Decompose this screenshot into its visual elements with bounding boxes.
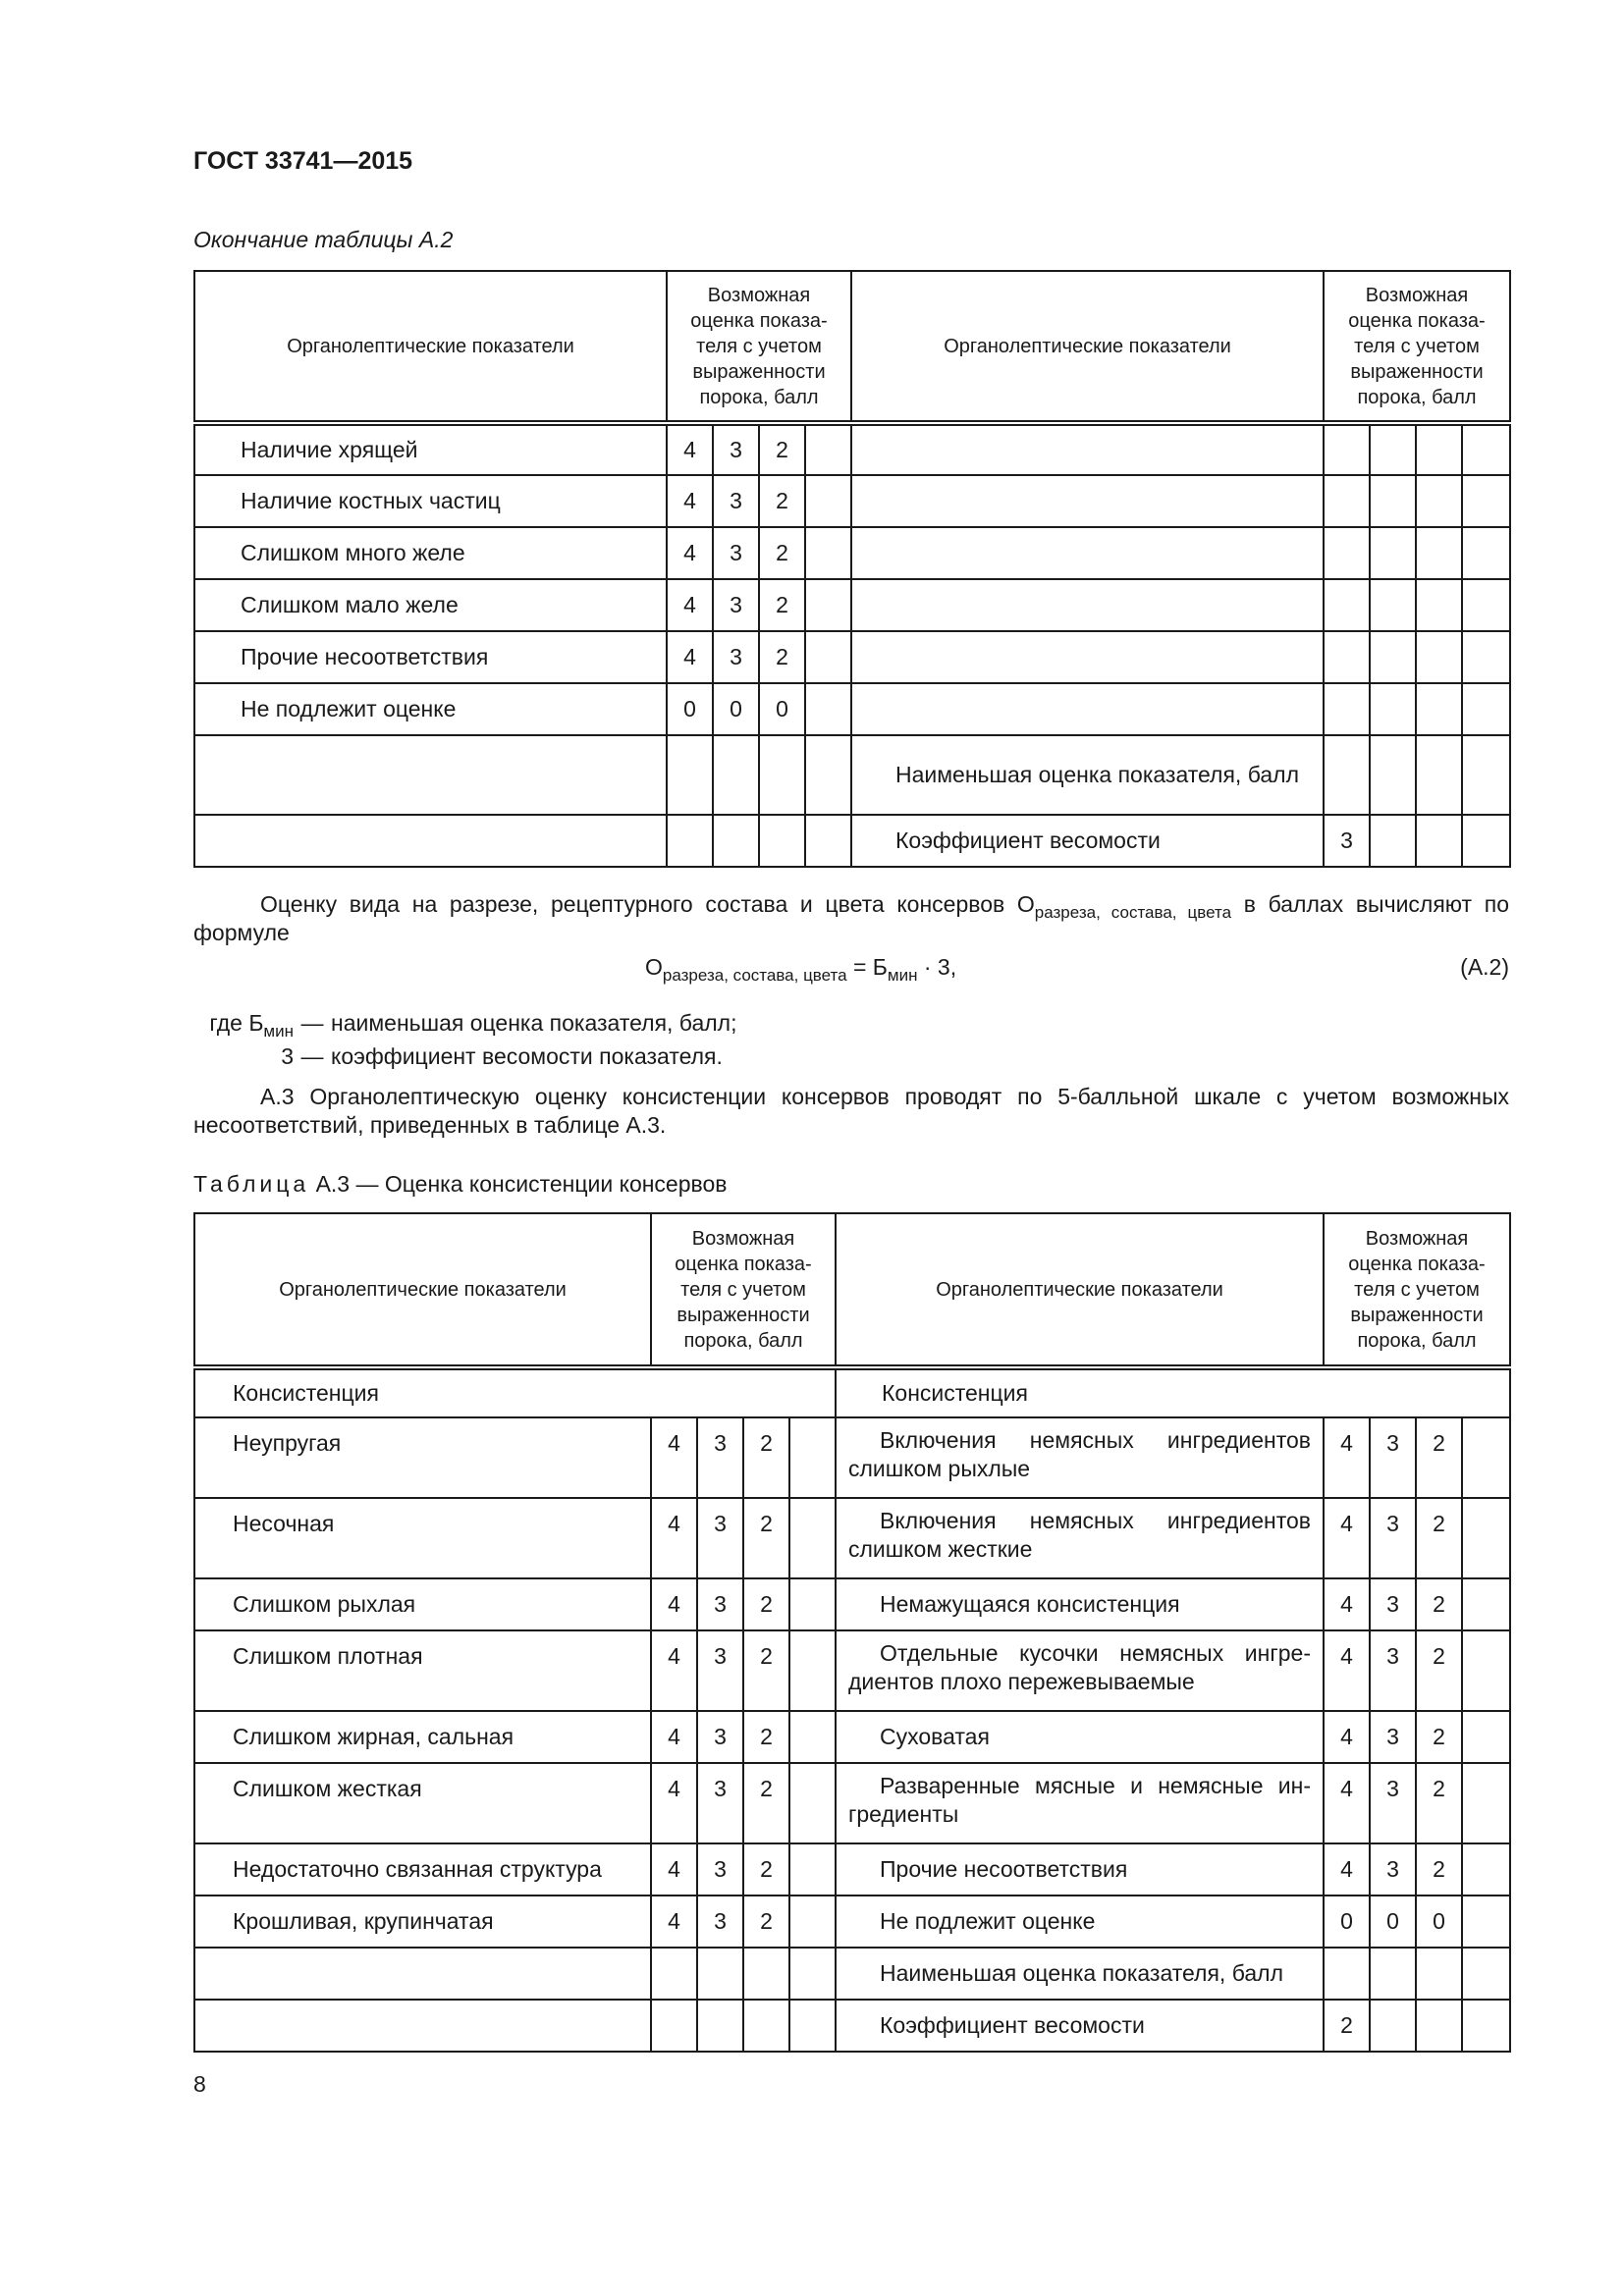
formula-legend [193,1006,736,1073]
score-cell [1416,423,1462,475]
score-cell: 0 [1324,1896,1370,1948]
indicator-name [194,735,667,815]
score-cell: 3 [1370,1630,1416,1711]
score-cell: 3 [1370,1578,1416,1630]
score-cell: 2 [743,1711,789,1763]
score-cell: 2 [743,1843,789,1896]
legend-dash: — [300,1043,324,1069]
score-cell: 0 [713,683,759,735]
score-cell [789,1896,836,1948]
score-cell: 2 [1416,1630,1462,1711]
score-cell: 2 [759,475,805,527]
score-cell [1462,1948,1510,2000]
indicator-name: Включения немясных ингредиентов слишком рыхлые [836,1417,1324,1498]
score-cell [1324,579,1370,631]
section-a3-paragraph [193,1083,1509,1140]
score-cell [1370,2000,1416,2052]
table-row [194,1711,1510,1763]
score-cell [759,735,805,815]
score-cell [1416,735,1462,815]
table-row [194,1763,1510,1843]
formula-expression [645,954,957,985]
score-cell [1370,475,1416,527]
score-cell [1462,2000,1510,2052]
formula-lhs-subscript: разреза, состава, цвета [662,966,847,985]
score-cell [1416,527,1462,579]
score-cell [1324,735,1370,815]
table-row [194,1843,1510,1896]
score-cell [651,1948,697,2000]
indicator-name: Включения немясных ингредиентов слишком жесткие [836,1498,1324,1578]
score-cell: 3 [697,1763,743,1843]
score-cell: 3 [697,1711,743,1763]
table-row [194,527,1510,579]
score-cell: 4 [667,527,713,579]
score-cell [1462,815,1510,867]
indicator-name: Прочие несоответствия [194,631,667,683]
score-cell [1416,2000,1462,2052]
score-cell: 3 [713,423,759,475]
score-cell: 2 [1416,1711,1462,1763]
score-cell [1462,1498,1510,1578]
score-cell [1462,1763,1510,1843]
table-row [194,1630,1510,1711]
score-cell [805,683,851,735]
column-header-indicator: Органолептические показатели [194,1213,651,1367]
column-header-indicator: Органолептические показатели [851,271,1324,423]
score-cell: 3 [1370,1498,1416,1578]
indicator-name: Наличие костных частиц [194,475,667,527]
indicator-name: Слишком жесткая [194,1763,651,1843]
score-cell: 2 [759,527,805,579]
score-cell [667,735,713,815]
table-row [194,423,1510,475]
score-cell [1416,815,1462,867]
indicator-name: Несочная [194,1498,651,1578]
score-cell: 3 [697,1896,743,1948]
score-cell [1462,683,1510,735]
score-cell: 3 [713,527,759,579]
score-cell: 4 [651,1630,697,1711]
formula-rhs-subscript: мин [887,966,918,985]
indicator-name: Разваренные мясные и немясные ин-гредиенты [836,1763,1324,1843]
score-cell: 2 [759,579,805,631]
score-cell [789,1843,836,1896]
score-cell [789,1763,836,1843]
score-cell [1462,1578,1510,1630]
indicator-name: Немажущаяся консистенция [836,1578,1324,1630]
table-row [194,631,1510,683]
indicator-name: Крошливая, крупинчатая [194,1896,651,1948]
score-cell [1416,579,1462,631]
table-a3 [193,1212,1511,2053]
score-cell [805,423,851,475]
score-cell [805,579,851,631]
score-cell [1462,1896,1510,1948]
score-cell [1370,683,1416,735]
table-a2 [193,270,1511,868]
score-cell [759,815,805,867]
score-cell [1370,815,1416,867]
score-cell [667,815,713,867]
indicator-name: Слишком жирная, сальная [194,1711,651,1763]
paragraph-text: Оценку вида на разрезе, рецептурного состава и цвета консервов О [260,891,1035,917]
section-label: Консистенция [836,1367,1510,1417]
formula-lhs: О [645,954,663,980]
score-cell: 4 [651,1417,697,1498]
indicator-name: Не подлежит оценке [194,683,667,735]
score-cell: 2 [759,631,805,683]
score-cell: 0 [667,683,713,735]
score-cell [789,1948,836,2000]
score-cell: 2 [743,1417,789,1498]
score-cell: 4 [667,475,713,527]
score-cell [1462,1843,1510,1896]
score-cell [1416,1948,1462,2000]
column-header-indicator: Органолептические показатели [836,1213,1324,1367]
formula-a2 [193,954,1509,988]
column-header-score: Возможная оценка показа-теля с учетом выраженности порока, балл [1324,1213,1510,1367]
table-row [194,735,1510,815]
score-cell: 2 [1416,1417,1462,1498]
indicator-name [194,2000,651,2052]
score-cell [1324,527,1370,579]
score-cell: 4 [1324,1763,1370,1843]
table-row [194,683,1510,735]
score-cell: 2 [1416,1843,1462,1896]
score-cell: 2 [743,1896,789,1948]
score-cell [1462,579,1510,631]
score-cell: 3 [1370,1843,1416,1896]
score-cell [1462,475,1510,527]
score-cell: 4 [1324,1843,1370,1896]
table-row [194,1578,1510,1630]
legend-row [193,1006,736,1040]
indicator-name [851,683,1324,735]
table-a3-caption [193,1171,728,1198]
score-cell: 4 [651,1843,697,1896]
paragraph-text: в баллах вычисляют по формуле [193,891,1509,945]
section-row [194,1367,1510,1417]
score-cell [1462,735,1510,815]
table-row [194,1498,1510,1578]
indicator-name: Наименьшая оценка показателя, балл [851,735,1324,815]
score-cell [805,527,851,579]
score-cell [1370,735,1416,815]
page-number: 8 [193,2071,206,2097]
caption-word: Таблица [193,1171,310,1197]
score-cell [1324,683,1370,735]
column-header-score: Возможная оценка показа-теля с учетом выраженности порока, балл [651,1213,836,1367]
score-cell: 4 [1324,1578,1370,1630]
score-cell: 2 [743,1498,789,1578]
score-cell: 2 [743,1763,789,1843]
score-cell [1324,423,1370,475]
score-cell [789,2000,836,2052]
indicator-name: Прочие несоответствия [836,1843,1324,1896]
indicator-name: Слишком мало желе [194,579,667,631]
score-cell: 4 [651,1896,697,1948]
score-cell: 2 [743,1578,789,1630]
table-continuation-caption: Окончание таблицы А.2 [193,227,454,252]
legend-definition: коэффициент весомости показателя. [331,1043,723,1069]
document-code: ГОСТ 33741—2015 [193,147,413,175]
score-cell: 3 [713,475,759,527]
score-cell: 4 [667,423,713,475]
score-cell [651,2000,697,2052]
score-cell [697,1948,743,2000]
score-cell: 4 [1324,1498,1370,1578]
table-row [194,1417,1510,1498]
table-row [194,2000,1510,2052]
score-cell [805,815,851,867]
score-cell [1370,631,1416,683]
indicator-name: Наименьшая оценка показателя, балл [836,1948,1324,2000]
indicator-name: Суховатая [836,1711,1324,1763]
score-cell [805,735,851,815]
score-cell: 4 [1324,1711,1370,1763]
score-cell [1416,631,1462,683]
score-cell [805,631,851,683]
indicator-name: Слишком много желе [194,527,667,579]
score-cell: 4 [667,631,713,683]
score-cell: 4 [1324,1417,1370,1498]
legend-symbol: где $Б_{мин}$ [209,1010,294,1041]
formula-number: (А.2) [1460,954,1509,980]
score-cell [1370,1948,1416,2000]
score-cell [1416,475,1462,527]
indicator-name: Неупругая [194,1417,651,1498]
column-header-indicator: Органолептические показатели [194,271,667,423]
score-cell: 4 [667,579,713,631]
score-cell [1370,423,1416,475]
indicator-name: Отдельные кусочки немясных ингре-диентов плохо пережевываемые [836,1630,1324,1711]
score-cell: 3 [713,579,759,631]
section-label: Консистенция [194,1367,836,1417]
score-cell [743,2000,789,2052]
score-cell: 2 [1416,1763,1462,1843]
score-cell [697,2000,743,2052]
score-cell [713,815,759,867]
score-cell: 3 [1370,1763,1416,1843]
score-cell [1370,527,1416,579]
table-row [194,1896,1510,1948]
indicator-name [194,1948,651,2000]
indicator-name [851,475,1324,527]
score-cell: 3 [697,1498,743,1578]
formula-equals: = Б [846,954,888,980]
indicator-name [851,631,1324,683]
score-cell [789,1498,836,1578]
score-cell: 4 [1324,1630,1370,1711]
score-cell: 2 [759,423,805,475]
score-cell: 0 [759,683,805,735]
legend-dash: — [300,1010,324,1036]
indicator-name: Недостаточно связанная структура [194,1843,651,1896]
score-cell [1324,475,1370,527]
score-cell [1370,579,1416,631]
score-cell [1462,1417,1510,1498]
legend-symbol: 3 [281,1043,294,1069]
indicator-name [851,527,1324,579]
score-cell: 3 [697,1843,743,1896]
score-cell [789,1711,836,1763]
score-cell [1462,1711,1510,1763]
score-cell: 3 [697,1630,743,1711]
score-cell [789,1578,836,1630]
score-cell [789,1630,836,1711]
formula-intro-paragraph [193,890,1509,947]
subscript: разреза, состава, цвета [1034,903,1232,922]
score-cell: 2 [743,1630,789,1711]
score-cell: 4 [651,1498,697,1578]
score-cell: 3 [697,1417,743,1498]
score-cell [1462,631,1510,683]
score-cell: 2 [1416,1578,1462,1630]
indicator-name [194,815,667,867]
indicator-name [851,579,1324,631]
table-row [194,475,1510,527]
score-cell: 3 [1324,815,1370,867]
table-row [194,815,1510,867]
score-cell: 4 [651,1763,697,1843]
score-cell: 2 [1416,1498,1462,1578]
score-cell [1416,683,1462,735]
indicator-name [851,423,1324,475]
score-cell [1462,423,1510,475]
formula-rhs-tail: · 3, [917,954,957,980]
score-cell: 3 [697,1578,743,1630]
table-row [194,579,1510,631]
score-cell [1324,631,1370,683]
score-cell [1462,1630,1510,1711]
legend-row [193,1040,736,1073]
score-cell: 0 [1370,1896,1416,1948]
score-cell [1324,1948,1370,2000]
indicator-name: Наличие хрящей [194,423,667,475]
caption-title: А.3 — Оценка консистенции консервов [309,1171,728,1197]
column-header-score: Возможная оценка показа-теля с учетом выраженности порока, балл [667,271,851,423]
indicator-name: Слишком рыхлая [194,1578,651,1630]
indicator-name: Коэффициент весомости [836,2000,1324,2052]
score-cell [713,735,759,815]
score-cell [789,1417,836,1498]
indicator-name: Слишком плотная [194,1630,651,1711]
legend-definition: наименьшая оценка показателя, балл; [331,1010,737,1036]
paragraph-text: А.3 Органолептическую оценку консистенции консервов проводят по 5-балльной шкале с учетом возможных несоответствий, приведенных в таблице А.3. [193,1084,1509,1138]
score-cell: 3 [713,631,759,683]
indicator-name: Не подлежит оценке [836,1896,1324,1948]
score-cell [1462,527,1510,579]
score-cell: 4 [651,1711,697,1763]
column-header-score: Возможная оценка показа-теля с учетом выраженности порока, балл [1324,271,1510,423]
score-cell [805,475,851,527]
score-cell: 2 [1324,2000,1370,2052]
score-cell [743,1948,789,2000]
table-row [194,1948,1510,2000]
score-cell: 0 [1416,1896,1462,1948]
score-cell: 3 [1370,1417,1416,1498]
score-cell: 4 [651,1578,697,1630]
indicator-name: Коэффициент весомости [851,815,1324,867]
score-cell: 3 [1370,1711,1416,1763]
